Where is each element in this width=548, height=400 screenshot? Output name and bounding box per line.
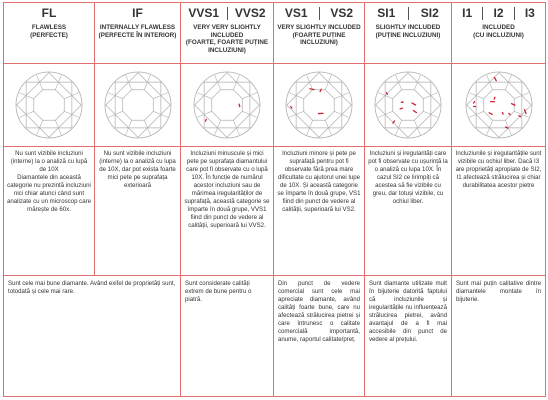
grade-note: Sunt cele mai bune diamante. Având exifel de proprietăți sunt, totodată și cele mai rare. (8, 280, 176, 295)
inclusion-mark (400, 108, 402, 109)
table-facet (122, 90, 152, 120)
grade-description: Incluziunile și iregularitățile sunt vizibile cu ochiul liber. Dacă I3 are proprietăți apropiate de SI2, I1 afectează strălucirea și chiar durabilitatea acestor pietre (455, 150, 542, 189)
diamond-illustration (372, 69, 444, 141)
grade-codes (274, 3, 364, 20)
note-cell (274, 276, 365, 397)
diamond-cell (365, 64, 452, 147)
description-cell (4, 147, 95, 276)
inclusion-mark (473, 102, 474, 103)
note-cell (4, 276, 181, 397)
grade-note: Sunt considerate calități extrem de bune pentru o piatră. (185, 280, 252, 303)
grade-header-fl (4, 3, 95, 64)
grade-codes (95, 3, 180, 20)
grade-title: INCLUDED (CU INCLUZIUNI) (473, 24, 524, 39)
inclusion-mark (393, 121, 395, 123)
grade-code: I2 (482, 7, 513, 20)
diamond-row (4, 64, 546, 147)
inclusion-mark (412, 103, 416, 105)
note-cell (181, 276, 274, 397)
grade-code: VS1 (284, 6, 308, 20)
description-cell (452, 147, 546, 276)
table-facet (34, 90, 64, 120)
diamond-illustration (13, 69, 85, 141)
inclusion-mark (205, 119, 206, 121)
description-cell (181, 147, 274, 276)
clarity-table (3, 2, 546, 397)
grade-code: VVS2 (227, 7, 274, 20)
grade-note: Din punct de vedere comercial sunt cele mai apreciate diamante, având calități foarte bune, care nu afectează strălucirea pietrei și care întrunesc o calitate comercială importantă, anume, raportul calitate/preț. (278, 280, 360, 343)
grade-title: INTERNALLY FLAWLESS (PERFECTE ÎN INTERIOR) (98, 24, 177, 39)
inclusion-mark (502, 112, 503, 114)
grade-title: VERY SLIGHTLY INCLUDED (FOARTE PUȚINE INCLUZIUNI) (277, 24, 361, 47)
diamond-illustration (463, 69, 535, 141)
grade-code: VS2 (319, 7, 365, 20)
grade-code: I3 (514, 7, 545, 20)
grade-title: SLIGHTLY INCLUDED (PUȚINE INCLUZIUNI) (375, 24, 441, 39)
note-cell (452, 276, 546, 397)
inclusion-mark (518, 116, 520, 117)
grade-description: Nu sunt vizibile incluziuni (interne) la o analiză cu lupă de 10X Diamantele din această categorie nu prezintă incluziuni nici chiar atunci când sunt analizate cu un microscop care mărește de 60x. (7, 150, 92, 213)
diamond-illustration (102, 69, 174, 141)
inclusion-mark (310, 89, 314, 90)
table-facet (304, 90, 334, 120)
notes-row (4, 276, 546, 397)
grade-codes (452, 3, 545, 20)
diamond-cell (4, 64, 95, 147)
header-row (4, 3, 546, 64)
grade-note: Sunt diamante utilizate mult în bijuterie datorită faptului că incluziunile și iregularitățile nu influențează strălucirea pietrei, având avantajul de a fi mai accesibile din punct de vedere al prețului. (369, 280, 447, 343)
diamond-illustration (191, 69, 263, 141)
grade-code: SI1 (377, 6, 396, 20)
inclusion-mark (413, 111, 416, 113)
grade-note: Sunt mai puțin calitative dintre diamantele montate în bijuterie. (456, 280, 541, 303)
inclusion-mark (508, 114, 509, 115)
note-cell (365, 276, 452, 397)
grade-description: Nu sunt vizibile incluziuni (interne) la o analiză cu lupa de 10X, dar pot exista foarte mici pete pe suprafața exterioară (99, 150, 176, 189)
description-cell (274, 147, 365, 276)
diamond-cell (95, 64, 181, 147)
diamond-cell (452, 64, 546, 147)
grade-header-vvs (181, 3, 274, 64)
grade-title: FLAWLESS (PERFECTE) (30, 24, 68, 39)
inclusion-mark (494, 97, 495, 99)
table-facet (212, 90, 242, 120)
grade-code: VVS1 (188, 6, 220, 20)
grade-codes (4, 3, 94, 20)
grade-description: Incluziuni minore și pete pe suprafață pentru pot fi observate fără prea mare dificultate cu ajutorul unei lupe de 10X. Și această categorie se împarte în două grupe, VS1 fiind din punct de vedere al calității, superioară lui VS2. (277, 150, 361, 213)
table-facet (483, 90, 513, 120)
grade-header-vs (274, 3, 365, 64)
grade-codes (365, 3, 451, 20)
diamond-illustration (283, 69, 355, 141)
diamond-cell (274, 64, 365, 147)
grade-header-si (365, 3, 452, 64)
inclusion-mark (239, 104, 240, 106)
description-cell (95, 147, 181, 276)
grade-description: Incluziuni și iregularități care pot fi observate cu ușurință la o analiză cu lupa 10X. În cazul SI2 ce lirimpiți că acestea să fie vizibile cu greu, dar totuși vizibile, cu ochiul liber. (368, 150, 448, 205)
grade-title: VERY VERY SLIGHTLY INCLUDED (FOARTE, FOARTE PUȚINE INCLUZIUNI) (185, 24, 269, 54)
grade-header-i (452, 3, 546, 64)
grade-description: Incluziuni minuscule și mici pete pe suprafața diamantului care pot fi observate cu o lupă 10X. În funcție de numărul acestor incluziuni sau de mărimea iregularităților de suprafață, această categorie se împarte în două grupe, VVS1 fiind din punct de vedere al calității, superioară lui VVS2. (184, 150, 270, 229)
description-cell (365, 147, 452, 276)
grade-code: SI2 (408, 7, 452, 20)
grade-code: I1 (462, 6, 473, 20)
description-row (4, 147, 546, 276)
inclusion-mark (494, 77, 496, 80)
inclusion-mark (291, 106, 292, 108)
inclusion-mark (387, 93, 388, 95)
grade-codes (181, 3, 273, 20)
diamond-cell (181, 64, 274, 147)
table-facet (393, 90, 423, 120)
grade-code: IF (132, 6, 143, 20)
grade-header-if (95, 3, 181, 64)
inclusion-mark (489, 113, 492, 115)
grade-code: FL (41, 6, 57, 20)
